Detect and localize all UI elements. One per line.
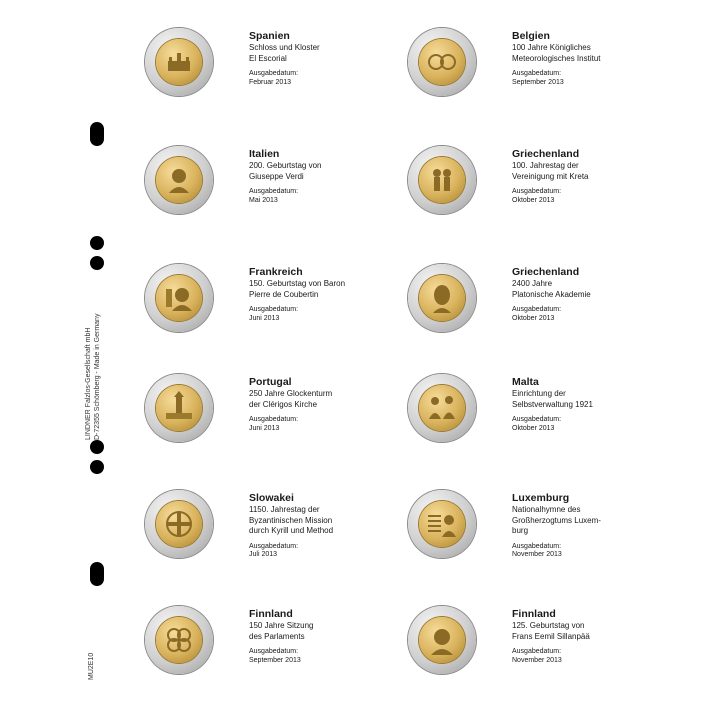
coin-image: [145, 146, 213, 214]
tower-motif-icon: [162, 391, 196, 425]
issue-date-label: Ausgabedatum:: [249, 542, 299, 550]
manufacturer-line-2: D-72355 Schömberg - Made in Germany: [94, 313, 101, 440]
coin-image: [408, 490, 476, 558]
issue-date-label: Ausgabedatum:: [249, 648, 299, 655]
issue-date-label: Ausgabedatum:: [249, 70, 299, 77]
coin-description-line-1: 150. Geburtstag von Baron: [249, 279, 346, 288]
coin-description-line-2: der Clérigos Kirche: [249, 399, 318, 409]
figures-motif-icon: [425, 391, 459, 425]
coin-description-line-2: Platonische Akademie: [512, 289, 591, 299]
coin-country: Portugal: [249, 376, 292, 388]
coin-description-line-2: Pierre de Coubertin: [249, 289, 319, 299]
portrait-motif-icon: [162, 163, 196, 197]
portrait-motif-icon: [162, 281, 196, 315]
issue-date: September 2013: [512, 78, 564, 86]
coin-country: Belgien: [512, 30, 550, 42]
issue-date: November 2013: [512, 656, 562, 664]
coin-country: Malta: [512, 376, 539, 388]
coin-country: Italien: [249, 148, 280, 160]
issue-date: November 2013: [512, 551, 562, 558]
manufacturer-line-1: LINDNER Falzlos-Gesellschaft mbH: [85, 327, 92, 440]
coin-slot: [145, 264, 395, 364]
issue-date-label: Ausgabedatum:: [249, 416, 299, 423]
issue-date: Oktober 2013: [512, 424, 555, 432]
page-code: MU2E10: [88, 652, 95, 680]
coin-description-line-2: Selbstverwaltung 1921: [512, 399, 593, 409]
binder-hole-1: [90, 122, 104, 146]
coin-description-line-3: durch Kyrill und Method: [249, 526, 334, 535]
coin-description-line-2: Vereinigung mit Kreta: [512, 171, 589, 181]
coin-description-line-1: 150 Jahre Sitzung: [249, 621, 314, 630]
issue-date-label: Ausgabedatum:: [512, 70, 562, 77]
coin-country: Slowakei: [249, 492, 294, 504]
issue-date-label: Ausgabedatum:: [512, 542, 562, 550]
coin-image: [408, 264, 476, 332]
coin-slot: [145, 490, 395, 590]
coin-country: Griechenland: [512, 266, 580, 278]
coin-country: Spanien: [249, 30, 290, 42]
coin-slot: [408, 146, 658, 246]
anthem-motif-icon: [425, 507, 459, 541]
coin-description-line-1: 125. Geburtstag von: [512, 621, 585, 630]
coin-image: [145, 28, 213, 96]
coin-slot: [145, 606, 395, 706]
coin-country: Frankreich: [249, 266, 303, 278]
issue-date-label: Ausgabedatum:: [512, 188, 562, 195]
coin-country: Finnland: [249, 608, 293, 620]
coin-image: [408, 28, 476, 96]
coin-description-line-1: Einrichtung der: [512, 389, 566, 398]
coin-description-line-2: Frans Eemil Sillanpää: [512, 631, 590, 641]
coin-description-line-1: 1150. Jahrestag der: [249, 505, 320, 514]
issue-date: Februar 2013: [249, 78, 292, 86]
instrument-motif-icon: [425, 45, 459, 79]
coin-country: Luxemburg: [512, 492, 570, 504]
cross-motif-icon: [162, 507, 196, 541]
issue-date: Juli 2013: [249, 551, 278, 558]
issue-date-label: Ausgabedatum:: [249, 306, 299, 313]
binder-hole-5: [90, 460, 104, 474]
issue-date: Oktober 2013: [512, 314, 555, 322]
coin-description-line-2: des Parlaments: [249, 631, 305, 641]
coin-description-line-2: El Escorial: [249, 53, 287, 63]
coin-slot: [145, 146, 395, 246]
castle-motif-icon: [162, 45, 196, 79]
bust-motif-icon: [425, 281, 459, 315]
coin-slot: [145, 28, 395, 128]
coin-description-line-1: 100. Jahrestag der: [512, 161, 579, 170]
coin-image: [408, 606, 476, 674]
coin-description-line-2: Byzantinischen Mission: [249, 515, 333, 525]
binder-hole-6: [90, 562, 104, 586]
issue-date-label: Ausgabedatum:: [512, 648, 562, 655]
binder-hole-4: [90, 440, 104, 454]
issue-date: September 2013: [249, 656, 301, 664]
portrait-motif-icon: [425, 623, 459, 657]
issue-date: Oktober 2013: [512, 196, 555, 204]
coin-slot: [408, 490, 658, 590]
coin-image: [145, 606, 213, 674]
coin-description-line-1: Schloss und Kloster: [249, 43, 320, 52]
coin-image: [408, 146, 476, 214]
coin-slot: [408, 374, 658, 474]
coin-slot: [408, 606, 658, 706]
coin-image: [408, 374, 476, 442]
binder-hole-3: [90, 256, 104, 270]
figures-motif-icon: [425, 163, 459, 197]
knot-motif-icon: [162, 623, 196, 657]
coin-country: Finnland: [512, 608, 556, 620]
coin-description-line-2: Großherzogtums Luxem-: [512, 515, 601, 525]
coin-slot: [408, 264, 658, 364]
coin-description-line-2: Meteorologisches Institut: [512, 53, 601, 63]
coin-image: [145, 374, 213, 442]
coin-description-line-3: burg: [512, 526, 529, 535]
coin-image: [145, 490, 213, 558]
coin-description-line-1: 200. Geburtstag von: [249, 161, 322, 170]
coin-slot: [145, 374, 395, 474]
issue-date: Mai 2013: [249, 196, 278, 204]
coin-description-line-1: Nationalhymne des: [512, 505, 581, 514]
coin-slot: [408, 28, 658, 128]
coin-image: [145, 264, 213, 332]
coin-description-line-1: 2400 Jahre: [512, 279, 553, 288]
issue-date-label: Ausgabedatum:: [249, 188, 299, 195]
coin-description-line-1: 250 Jahre Glockenturm: [249, 389, 333, 398]
issue-date-label: Ausgabedatum:: [512, 306, 562, 313]
coin-country: Griechenland: [512, 148, 580, 160]
binder-hole-2: [90, 236, 104, 250]
issue-date: Juni 2013: [249, 424, 280, 432]
issue-date-label: Ausgabedatum:: [512, 416, 562, 423]
issue-date: Juni 2013: [249, 314, 280, 322]
coin-description-line-2: Giuseppe Verdi: [249, 171, 304, 181]
coin-description-line-1: 100 Jahre Königliches: [512, 43, 591, 52]
